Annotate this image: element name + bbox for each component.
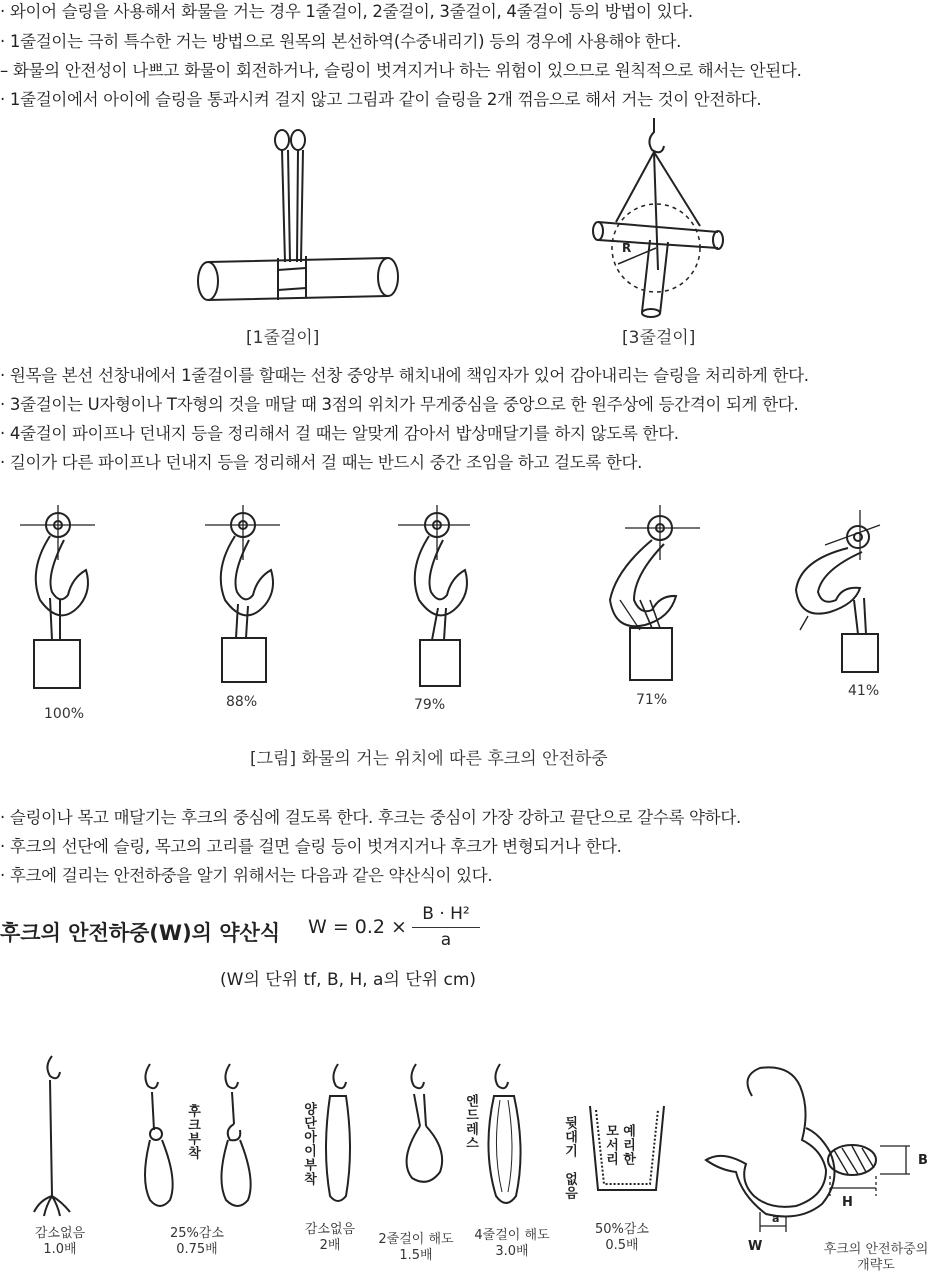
hook-percent-100: 100%	[44, 706, 85, 722]
sling-type-two-line	[407, 1064, 443, 1182]
rule-line-4: · 길이가 다른 파이프나 던내지 등을 정리해서 걸 때는 반드시 중간 조임을 하고 걸도록 한다.	[0, 453, 643, 472]
hook-line-1: · 슬링이나 목고 매달기는 후크의 중심에 걸도록 한다. 후크는 중심이 가장 강하고 끝단으로 갈수록 약하다.	[0, 808, 741, 827]
formula-numerator: B · H²	[412, 904, 480, 928]
diagram-label-h: H	[842, 1195, 853, 1210]
hook-percent-88: 88%	[226, 694, 258, 710]
sling-type-both-eye	[326, 1064, 350, 1201]
hook-percent-79: 79%	[414, 697, 446, 713]
diagram-label-b: B	[918, 1153, 928, 1168]
sling-type-single	[34, 1056, 70, 1216]
sling-label-1	[30, 1226, 90, 1258]
label-endless: 엔드레스	[463, 1094, 478, 1150]
formula-denominator: a	[440, 930, 452, 950]
hook-percent-71: 71%	[636, 692, 668, 708]
diagram-label-a: a	[772, 1212, 780, 1225]
radius-label: R	[622, 241, 632, 255]
sling-label-4-line1: 2줄걸이 해도	[378, 1232, 454, 1247]
diagram-caption-line2: 개략도	[857, 1258, 895, 1273]
sling-label-5-line2: 3.0배	[495, 1244, 529, 1259]
caption-three-line: [3줄걸이]	[622, 328, 696, 348]
label-sharp: 예리한	[620, 1124, 635, 1166]
formula-units: (W의 단위 tf, B, H, a의 단위 cm)	[220, 970, 477, 990]
sling-label-1-line2: 1.0배	[43, 1242, 77, 1257]
sling-type-endless	[488, 1064, 520, 1203]
hook-line-2: · 후크의 선단에 슬링, 목고의 고리를 걸면 슬링 등이 벗겨지거나 후크가 변형되거나 한다.	[0, 837, 622, 856]
sling-label-5-line1: 4줄걸이 해도	[474, 1228, 550, 1243]
label-backing: 뒷대기	[562, 1116, 577, 1158]
sling-label-4-line2: 1.5배	[399, 1248, 433, 1263]
sling-label-3	[298, 1222, 362, 1254]
sling-label-3-line2: 2배	[319, 1238, 341, 1253]
hook-safe-load-diagram	[706, 1067, 910, 1232]
label-corner: 모서리	[603, 1124, 618, 1166]
sling-label-6-line2: 0.5배	[605, 1238, 639, 1253]
intro-line-3: – 화물의 안전성이 나쁘고 화물이 회전하거나, 슬링이 벗겨지거나 하는 위험이 있으므로 원칙적으로 해서는 안된다.	[0, 61, 802, 80]
label-eye-attach: 양단아이부착	[301, 1102, 316, 1186]
intro-line-4: · 1줄걸이에서 아이에 슬링을 통과시켜 걸지 않고 그림과 같이 슬링을 2개 꺾음으로 해서 거는 것이 안전하다.	[0, 90, 762, 109]
rule-line-2: · 3줄걸이는 U자형이나 T자형의 것을 매달 때 3점의 위치가 무게중심을 중앙으로 한 원주상에 등간격이 되게 한다.	[0, 395, 799, 414]
caption-one-line: [1줄걸이]	[246, 328, 320, 348]
label-none: 없음	[562, 1172, 577, 1200]
diagram-label-w: W	[748, 1239, 763, 1254]
sling-label-2-line1: 25%감소	[169, 1226, 224, 1241]
rule-line-3: · 4줄걸이 파이프나 던내지 등을 정리해서 걸 때는 알맞게 감아서 밥상매달기를 하지 않도록 한다.	[0, 424, 679, 443]
sling-label-3-line1: 감소없음	[304, 1222, 356, 1237]
sling-label-4	[372, 1232, 460, 1264]
sling-label-2	[162, 1226, 232, 1258]
formula-lhs: W = 0.2 ×	[308, 916, 407, 938]
sling-label-6-line1: 50%감소	[594, 1222, 649, 1237]
sling-label-5	[468, 1228, 556, 1260]
rule-line-1: · 원목을 본선 선창내에서 1줄걸이를 할때는 선창 중앙부 해치내에 책임자가 있어 감아내리는 슬링을 처리하게 한다.	[0, 366, 809, 385]
label-hook-attach: 후크부착	[185, 1104, 200, 1160]
hook-percent-41: 41%	[848, 683, 880, 699]
intro-line-2: · 1줄걸이는 극히 특수한 거는 방법으로 원목의 본선하역(수중내리기) 등의 경우에 사용해야 한다.	[0, 32, 682, 51]
diagram-caption	[814, 1242, 938, 1274]
hook-line-3: · 후크에 걸리는 안전하중을 알기 위해서는 다음과 같은 약산식이 있다.	[0, 866, 493, 885]
intro-line-1: · 와이어 슬링을 사용해서 화물을 거는 경우 1줄걸이, 2줄걸이, 3줄걸이, 4줄걸이 등의 방법이 있다.	[0, 2, 693, 21]
hooks-figure-caption: [그림] 화물의 거는 위치에 따른 후크의 안전하중	[250, 749, 608, 769]
sling-label-1-line1: 감소없음	[34, 1226, 86, 1241]
sling-label-6	[590, 1222, 654, 1254]
sling-label-2-line2: 0.75배	[176, 1242, 218, 1257]
diagram-caption-line1: 후크의 안전하중의	[823, 1242, 929, 1257]
formula-title: 후크의 안전하중(W)의 약산식	[0, 921, 281, 945]
